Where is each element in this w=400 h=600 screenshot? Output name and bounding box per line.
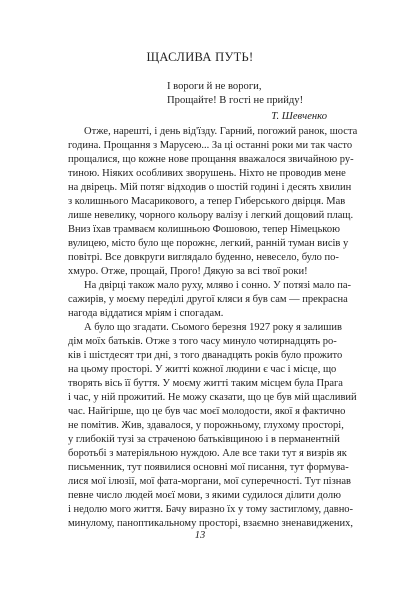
text-line: сажирів, у моєму переділі другої кляси я був сам — прекрасна [68,294,348,305]
epigraph-line: Прощайте! В гості не прийду! [167,95,304,106]
text-line: ків і шістдесят три дні, з того дванадцять років було прожито [68,350,343,361]
text-line: тиною. Ніяких особливих зворушень. Ніхто не проводив мене [68,168,346,179]
text-line: письменник, тут появилися основні мої писання, тут формува- [68,462,349,473]
epigraph-line: І вороги й не вороги, [167,81,262,92]
text-line: творять вісь її буття. У моєму житті таким місцем була Прага [68,378,343,389]
text-line: і час, у ній прожитий. Не можу сказати, що це був мій щасливий [68,392,357,403]
text-line: Отже, нарешті, і день від'їзду. Гарний, погожий ранок, шоста [84,126,358,137]
epigraph-author: Т. Шевченко [271,111,327,122]
text-line: лися мої ілюзії, мої фата-моргани, мої суперечності. Тут пізнав [68,476,351,487]
text-line: На двірці також мало руху, мляво і сонно. У потязі мало па- [84,280,352,291]
text-line: лише невелику, чорного кольору валізу і легкий дощовий плащ. [68,210,354,221]
text-line: А було що згадати. Сьомого березня 1927 року я залишив [84,322,342,333]
epigraph [167,80,327,124]
text-line: і недолю мого життя. Бачу виразно їх у тому застиглому, давно- [68,504,354,515]
text-line: нагода віддатися мріям і спогадам. [68,308,224,319]
text-line: година. Прощання з Марусею... За ці останні роки ми так часто [68,140,353,151]
text-line: у глибокій тузі за страченою батьківщиною і в перманентній [68,434,340,445]
text-line: дім моїх батьків. Отже з того часу минуло чотирнадцять ро- [68,336,337,347]
text-line: певне число людей моєї мови, з якими судилося ділити долю [68,490,341,501]
text-line: на цьому просторі. У житті кожної людини є час і місце, що [68,364,337,375]
text-line: вулицею, місто було ще порожнє, легкий, ранній туман висів у [68,238,349,249]
text-line: минулому, паноптикальному просторі, взаємно зненавиджених, [68,518,354,529]
text-line: прощалися, що кожне нове прощання вважалося звичайною ру- [68,154,354,165]
chapter-title: ЩАСЛИВА ПУТЬ! [146,50,254,64]
text-line: з колишнього Масарикового, а тепер Гиберського двірця. Мав [68,196,346,207]
text-line: хмуро. Отже, прощай, Прого! Дякую за всі твої роки! [68,266,308,277]
text-line: повітрі. Все довкруги виглядало буденно, невесело, було по- [68,252,339,263]
body-text [68,125,358,531]
page-number: 13 [194,530,206,541]
text-line: боротьбі з матеріяльною нуждою. Але все таки тут я визрів як [68,448,347,459]
text-line: на двірець. Мій потяг відходив о шостій годині і десять хвилин [68,182,352,193]
text-line: час. Найгірше, що це був час моєї молодости, якої я фактично [68,406,346,417]
text-line: не помітив. Жив, здавалося, у порожньому, глухому просторі, [68,420,344,431]
text-line: Вниз їхав трамваєм колишньою Фошовою, тепер Німецькою [68,224,340,235]
